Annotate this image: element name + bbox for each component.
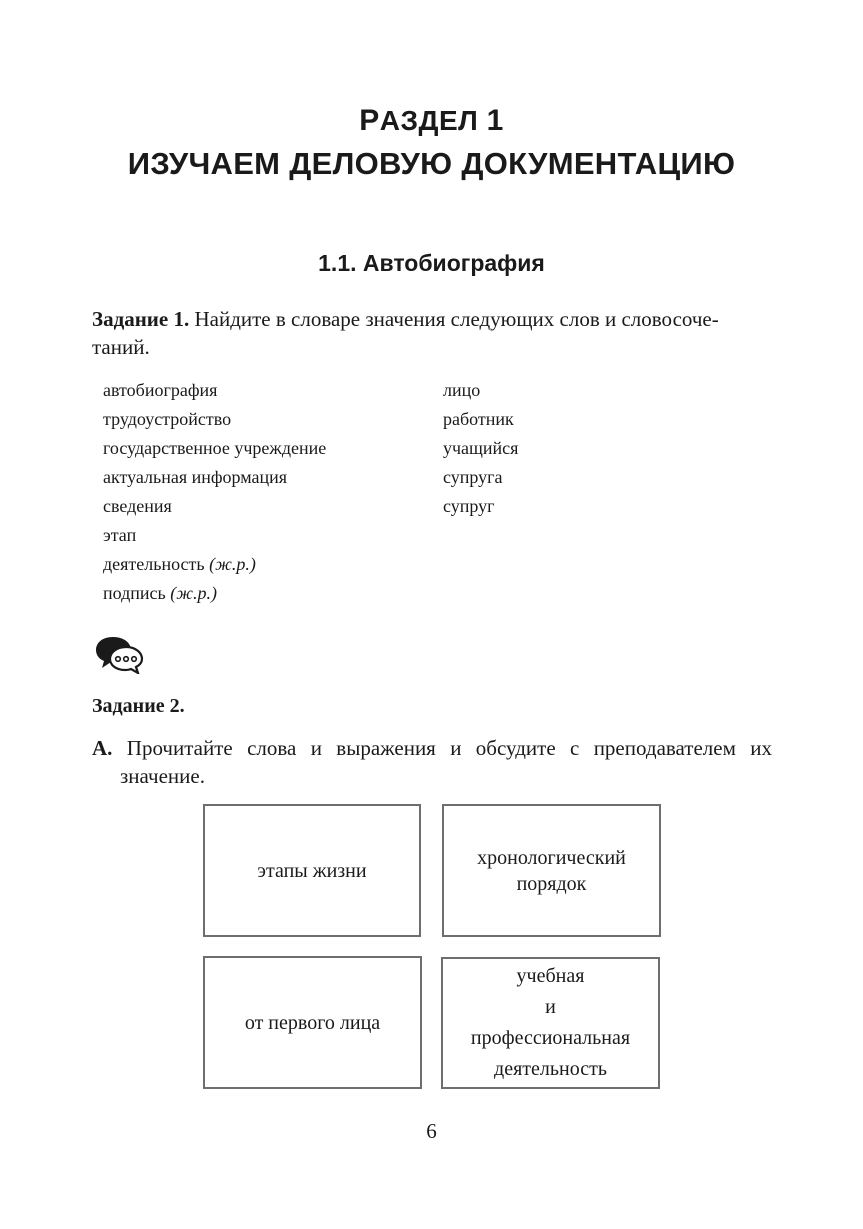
- gender-note: (ж.р.): [170, 583, 217, 603]
- gender-note: (ж.р.): [209, 554, 256, 574]
- word-list-item: учащийся: [443, 438, 519, 458]
- page-number: 6: [426, 1119, 437, 1143]
- word-list-item: актуальная информация: [103, 467, 288, 487]
- word-list-item: сведения: [103, 496, 172, 516]
- word-list-item: деятельность (ж.р.): [103, 554, 256, 574]
- word-list-item: работник: [443, 409, 514, 429]
- subsection-title: 1.1. Автобиография: [318, 250, 545, 276]
- word-list-item: автобиография: [103, 380, 218, 400]
- task-1-text-line2: таний.: [92, 335, 150, 359]
- word-list-item: супруга: [443, 467, 503, 487]
- word-list-item: государственное учреждение: [103, 438, 327, 458]
- vocab-box: этапы жизни: [203, 804, 421, 937]
- word-list-item: трудоустройство: [103, 409, 232, 429]
- word-list-item: лицо: [443, 380, 481, 400]
- part-a-text-line2: значение.: [120, 764, 205, 788]
- word-list-item: супруг: [443, 496, 495, 516]
- vocab-box: от первого лица: [203, 956, 422, 1089]
- vocab-box: учебная и профессиональная деятельность: [441, 957, 660, 1089]
- vocab-box: хронологический порядок: [442, 804, 661, 937]
- task-1: [92, 305, 772, 361]
- part-a-label: А.: [92, 736, 113, 760]
- word-list-item: подпись (ж.р.): [103, 583, 217, 603]
- section-label: РАЗДЕЛ 1: [359, 104, 504, 137]
- word-list-item: этап: [103, 525, 137, 545]
- part-a-text-line1: Прочитайте слова и выражения и обсудите с преподавателем их: [126, 736, 772, 760]
- task-2-label: Задание 2.: [92, 695, 185, 717]
- task-2-part-a: [92, 734, 772, 790]
- task-1-label: Задание 1.: [92, 307, 190, 331]
- speech-bubbles-icon: [94, 634, 146, 674]
- section-title: ИЗУЧАЕМ ДЕЛОВУЮ ДОКУМЕНТАЦИЮ: [127, 146, 736, 181]
- task-1-text-line1: Найдите в словаре значения следующих слов и словосоче-: [194, 307, 719, 331]
